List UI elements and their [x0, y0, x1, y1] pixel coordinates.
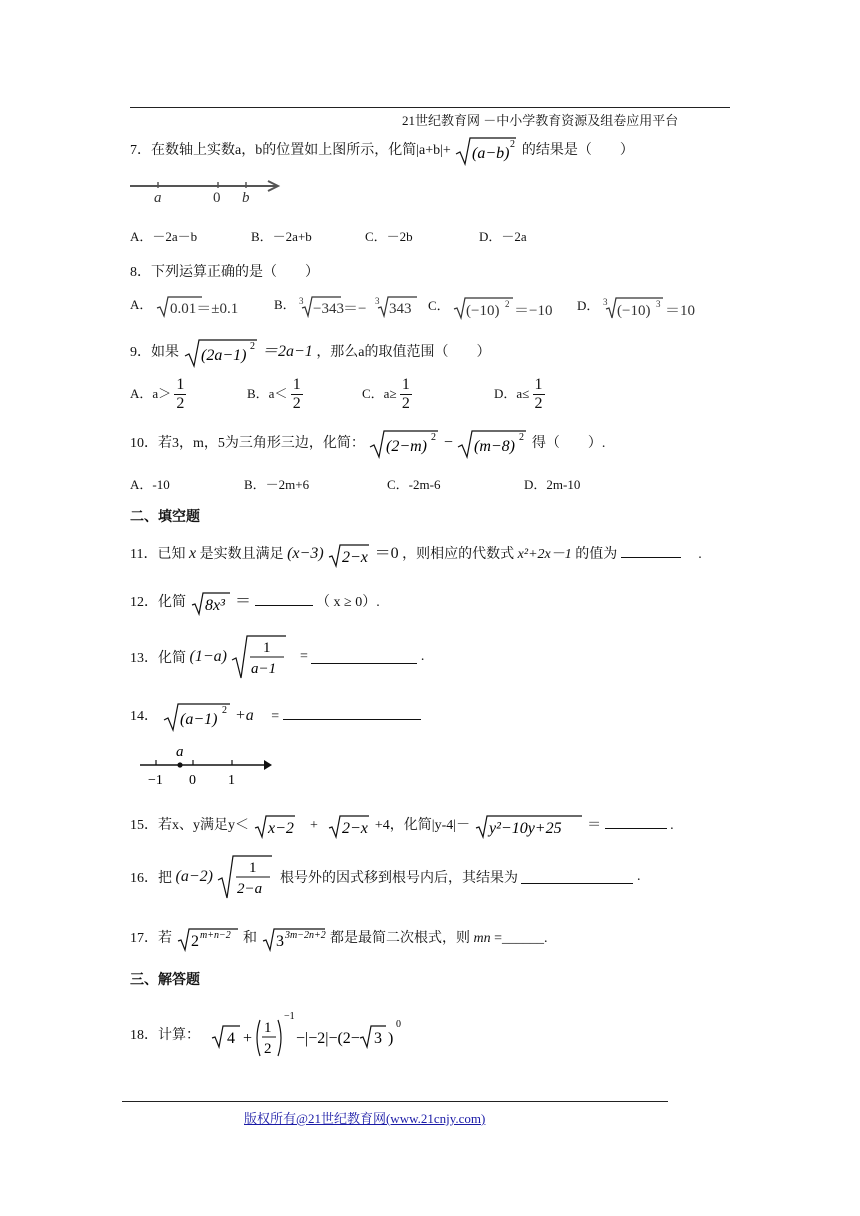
- header-site: 21世纪教育网 －中小学教育资源及组卷应用平台: [402, 113, 679, 128]
- q15-sqrt-1-icon: [253, 813, 297, 839]
- q7-option-b: B．－2a+b: [251, 229, 312, 244]
- q9-option-c: C．a≥ $\frac{1}{2}$: [362, 376, 410, 413]
- question-12: 12．化简 8x³ ＝ （ x ≥ 0）.: [130, 588, 380, 616]
- q10-text-b: 得（ ）.: [531, 436, 606, 452]
- section-2-title: 二、填空题: [130, 509, 200, 525]
- q8-c-letter: C．: [428, 297, 450, 313]
- svg-text:−|−2|−(2−: −|−2|−(2−: [295, 1030, 360, 1047]
- svg-text:2: 2: [249, 341, 255, 352]
- q10-option-b: B．－2m+6: [244, 477, 310, 492]
- question-18: 18．计算： 4 + 1 2 −1 −|−2|−(2− 3 ) 0: [130, 1004, 410, 1064]
- q9-d-frac: $\frac{1}{2}$: [534, 376, 543, 413]
- svg-text:3: 3: [602, 297, 608, 307]
- svg-text:＝10: ＝10: [664, 303, 695, 319]
- svg-text:(−10): (−10): [465, 303, 500, 319]
- svg-text:m+n−2: m+n−2: [199, 930, 231, 941]
- q7-sqrt-icon: [454, 136, 518, 166]
- svg-text:3m−2n+2: 3m−2n+2: [284, 930, 326, 941]
- q9-option-b: B．a＜ $\frac{1}{2}$: [247, 376, 301, 413]
- svg-text:2: 2: [504, 299, 510, 309]
- svg-text:a−1: a−1: [251, 661, 277, 677]
- q10-option-d: D．2m-10: [524, 477, 581, 492]
- q7-axis-a: a: [154, 190, 162, 206]
- q11-answer-blank[interactable]: [621, 545, 681, 558]
- q8-d-cbrt-icon: [603, 294, 707, 320]
- svg-text:−1: −1: [283, 1011, 295, 1022]
- q15-sqrt-2-icon: [327, 813, 371, 839]
- q15-sqrt-3-icon: [474, 813, 584, 839]
- question-11: 11．已知 x 是实数且满足 (x−3) 2−x ＝0 ，则相应的代数式 x²+2x－1 的值为 .: [130, 540, 702, 568]
- q9-a-frac: $\frac{1}{2}$: [176, 376, 185, 413]
- q14-axis-1: 1: [228, 773, 235, 788]
- q7-text-b: 的结果是（ ）: [521, 143, 634, 159]
- q9-sqrt-icon: [183, 338, 259, 368]
- svg-text:＝−10: ＝−10: [513, 303, 553, 319]
- q8-b-cbrt-icon: [299, 294, 419, 318]
- q14-axis-0: 0: [189, 773, 196, 788]
- q11-sqrt-icon: [327, 542, 371, 568]
- q9-c-frac: $\frac{1}{2}$: [401, 376, 410, 413]
- q14-axis-neg1: −1: [148, 773, 163, 788]
- q13-answer-blank[interactable]: [311, 651, 417, 664]
- question-13: 13．化简 (1−a) 1 a−1 = .: [130, 634, 424, 680]
- q14-axis-a: a: [176, 744, 184, 760]
- question-14: 14． (a−1) 2 +a =: [130, 702, 421, 732]
- svg-text:1: 1: [263, 640, 271, 656]
- q13-sqrt-icon: [230, 634, 290, 680]
- q9-eq: ＝2a−1: [262, 343, 313, 361]
- svg-text:+: +: [242, 1030, 252, 1047]
- svg-text:2: 2: [263, 1041, 271, 1057]
- footer-rule: [122, 1101, 668, 1102]
- q14-number-line: [138, 740, 278, 788]
- q14-answer-blank[interactable]: [283, 707, 421, 720]
- q7-option-d: D．－2a: [479, 229, 527, 244]
- q8-a-math: 0.01＝±0.1: [169, 301, 238, 318]
- q8-b-letter: B．: [274, 297, 296, 312]
- svg-text:343: 343: [388, 301, 412, 318]
- svg-text:1: 1: [249, 860, 257, 876]
- question-8: 8．下列运算正确的是（ ）: [130, 265, 319, 280]
- q16-answer-blank[interactable]: [521, 871, 633, 884]
- svg-text:3: 3: [275, 933, 284, 950]
- question-9: [130, 338, 491, 368]
- q8-c-sqrt-icon: [453, 294, 563, 320]
- q7-axis-b: b: [242, 190, 250, 206]
- svg-text:2: 2: [190, 933, 199, 950]
- svg-text:(2a−1): (2a−1): [200, 347, 246, 364]
- svg-text:(−10): (−10): [616, 303, 651, 319]
- svg-text:2−x: 2−x: [342, 548, 369, 566]
- header-rule: [130, 107, 730, 108]
- svg-text:2: 2: [519, 432, 525, 443]
- q16-sqrt-icon: [216, 854, 276, 900]
- q10-text-a: 10．若3，m，5为三角形三边，化简：: [130, 436, 365, 452]
- q18-expression: [210, 1004, 410, 1064]
- svg-text:8x³: 8x³: [204, 596, 225, 614]
- q8-option-d: [577, 294, 707, 320]
- svg-text:(2−m): (2−m): [386, 438, 428, 455]
- q8-d-letter: D．: [577, 297, 600, 313]
- svg-text:): ): [387, 1030, 393, 1047]
- q9-text-a: 9．如果: [130, 345, 179, 361]
- svg-text:2−a: 2−a: [237, 881, 263, 897]
- svg-text:3: 3: [373, 1030, 382, 1047]
- q7-axis-0: 0: [213, 190, 221, 206]
- q12-answer-blank[interactable]: [255, 593, 313, 606]
- question-16: 16．把 (a−2) 1 2−a 根号外的因式移到根号内后，其结果为 .: [130, 854, 640, 900]
- q8-option-a: [130, 294, 248, 320]
- q10-option-c: C．-2m-6: [387, 477, 441, 492]
- q7-text-a: 7．在数轴上实数a，b的位置如上图所示，化简|a+b|+: [130, 143, 451, 159]
- q17-sqrt-1-icon: [176, 926, 240, 952]
- svg-text:(m−8): (m−8): [474, 438, 516, 455]
- q8-option-c: [428, 294, 563, 320]
- q9-text-b: ，那么a的取值范围（ ）: [316, 345, 491, 361]
- q9-option-a: A．a＞ $\frac{1}{2}$: [130, 376, 185, 413]
- q10-sqrt-2-icon: [456, 429, 528, 459]
- q8-a-sqrt-icon: [156, 294, 248, 318]
- svg-text:y²−10y+25: y²−10y+25: [488, 820, 562, 837]
- svg-text:3: 3: [655, 299, 661, 309]
- q10-option-a: A．-10: [130, 477, 170, 492]
- footer-copyright-link[interactable]: 版权所有@21世纪教育网(www.21cnjy.com): [244, 1111, 486, 1126]
- svg-text:0: 0: [395, 1019, 401, 1030]
- question-17: 17．若 2 m+n−2 和 3 3m−2n+2 都是最简二次根式，则 mn =______.: [130, 926, 548, 954]
- question-15: 15．若x、y满足y＜ x−2 + 2−x +4，化简|y-4|－ y²−10y+25 ＝ .: [130, 813, 674, 841]
- svg-text:x−2: x−2: [267, 820, 294, 837]
- svg-text:＝−: ＝−: [342, 301, 367, 318]
- question-10: 10．若3，m，5为三角形三边，化简： (2−m) 2 − (m−8) 2 得（ ）.: [130, 429, 605, 459]
- q9-b-frac: $\frac{1}{2}$: [292, 376, 301, 413]
- q17-sqrt-2-icon: [261, 926, 327, 952]
- q8-a-letter: A．: [130, 297, 153, 312]
- q7-expr: (a−b): [472, 145, 510, 162]
- q8-option-b: [274, 294, 419, 320]
- question-7: [130, 136, 634, 166]
- section-3-title: 三、解答题: [130, 972, 200, 988]
- svg-text:4: 4: [226, 1030, 235, 1047]
- svg-text:2−x: 2−x: [342, 820, 369, 837]
- q9-option-d: D．a≤ $\frac{1}{2}$: [494, 376, 543, 413]
- q12-sqrt-icon: [190, 590, 232, 616]
- svg-text:2: 2: [431, 432, 437, 443]
- svg-text:(a−1): (a−1): [179, 711, 217, 728]
- q15-answer-blank[interactable]: [605, 816, 667, 829]
- svg-text:3: 3: [374, 296, 380, 307]
- svg-text:−343: −343: [312, 301, 344, 318]
- q7-option-c: C．－2b: [365, 229, 413, 244]
- svg-text:1: 1: [263, 1020, 271, 1036]
- q14-sqrt-icon: [162, 702, 232, 732]
- svg-text:2: 2: [221, 705, 227, 716]
- q10-sqrt-1-icon: [368, 429, 440, 459]
- q7-number-line: [128, 176, 288, 206]
- q7-exp: 2: [510, 139, 516, 150]
- q7-option-a: A．－2a－b: [130, 229, 198, 244]
- svg-text:3: 3: [298, 296, 304, 307]
